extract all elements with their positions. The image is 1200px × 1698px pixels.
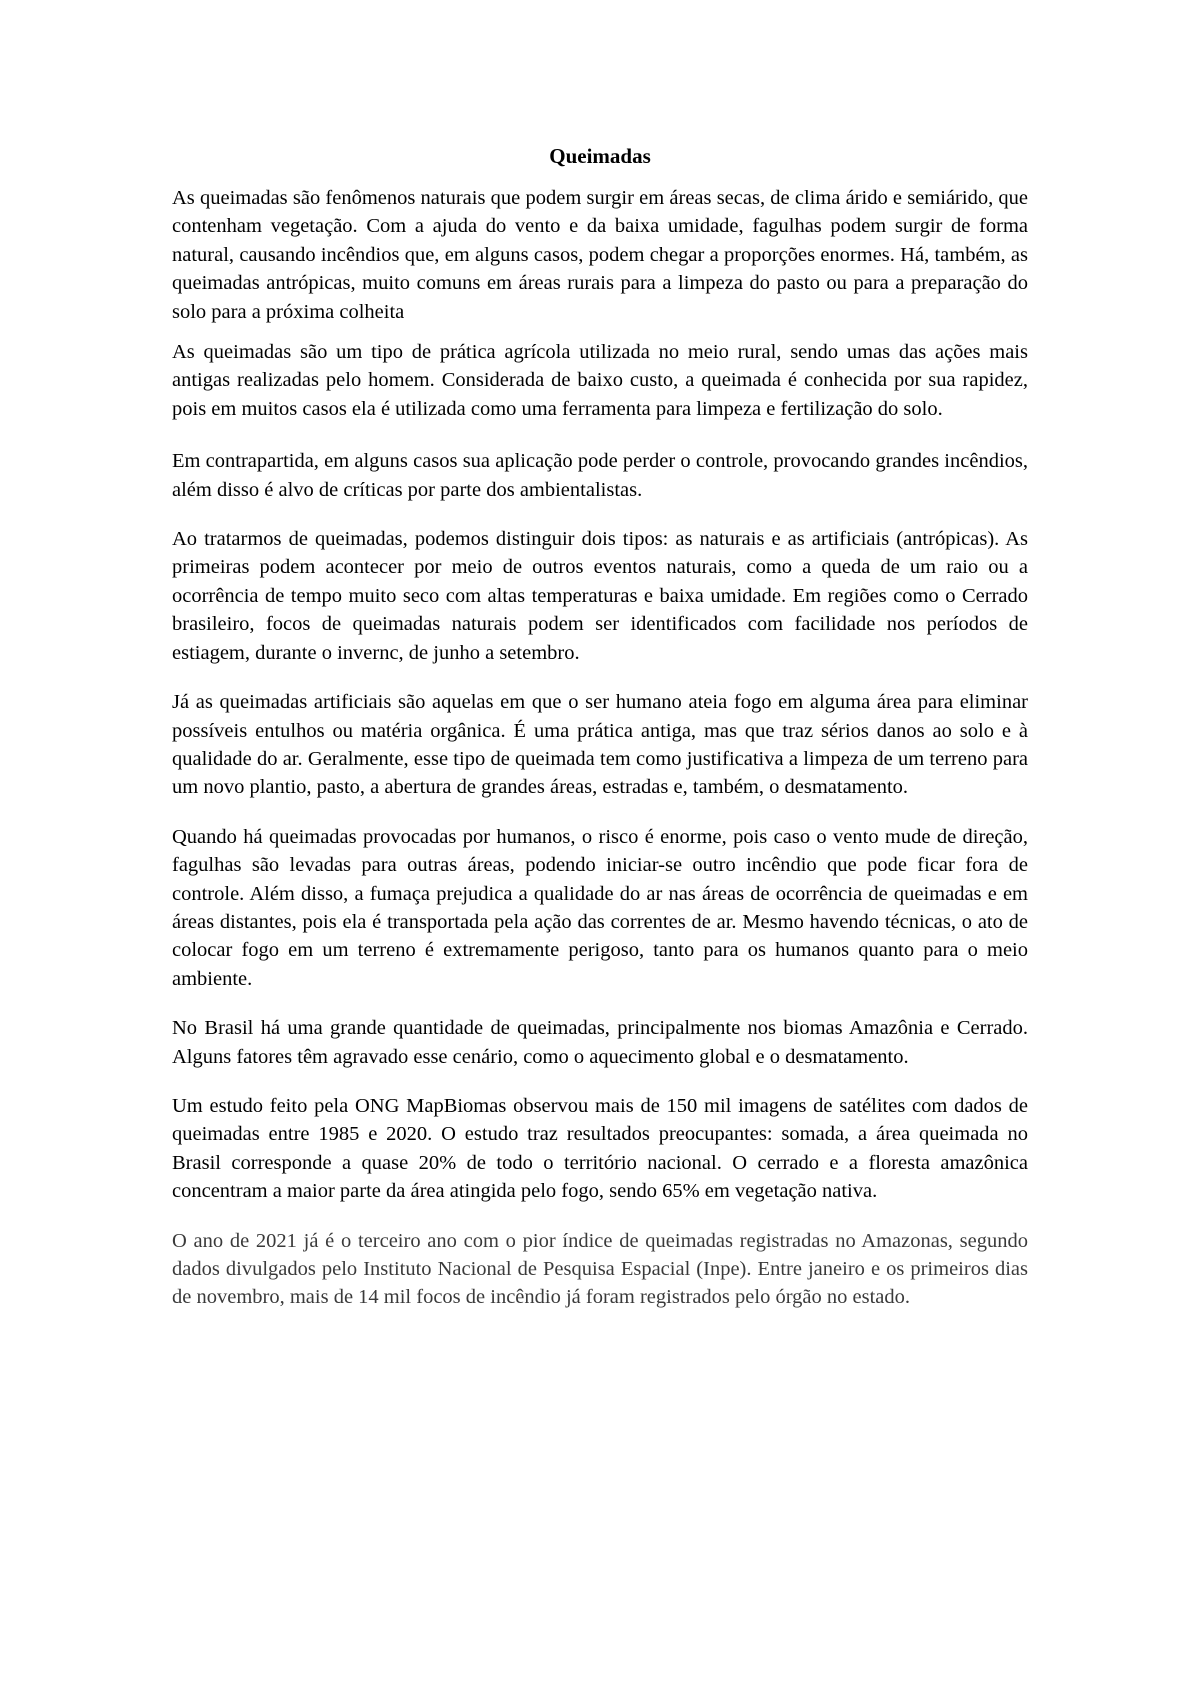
document-page [172,142,1028,1312]
paragraph-mapbiomas-study: Um estudo feito pela ONG MapBiomas observou mais de 150 mil imagens de satélites com dados de queimadas entre 1985 e 2020. O estudo traz resultados preocupantes: somada, a área queimada no Brasil corresponde a quase 20% de todo o território nacional. O cerrado e a floresta amazônica concentram a maior parte da área atingida pelo fogo, sendo 65% em vegetação nativa. [172,1094,1028,1203]
paragraph-types: Ao tratarmos de queimadas, podemos distinguir dois tipos: as naturais e as artificiais (antrópicas). As primeiras podem acontecer por meio de outros eventos naturais, como a queda de um raio ou a ocorrência de tempo muito seco com altas temperaturas e baixa umidade. Em regiões como o Cerrado brasileiro, focos de queimadas naturais podem ser identificados com facilidade nos períodos de estiagem, durante o invernc, de junho a setembro. [172,528,1028,664]
paragraph-agricultural-practice: As queimadas são um tipo de prática agrícola utilizada no meio rural, sendo umas das ações mais antigas realizadas pelo homem. Considerada de baixo custo, a queimada é conhecida por sua rapidez, pois em muitos casos ela é utilizada como uma ferramenta para limpeza e fertilização do solo. [172,341,1028,420]
paragraph-2021-amazonas: O ano de 2021 já é o terceiro ano com o pior índice de queimadas registradas no Amazonas, segundo dados divulgados pelo Instituto Nacional de Pesquisa Espacial (Inpe). Entre janeiro e os primeiros dias de novembro, mais de 14 mil focos de incêndio já foram registrados pelo órgão no estado. [172,1229,1028,1309]
paragraph-risks: Quando há queimadas provocadas por humanos, o risco é enorme, pois caso o vento mude de direção, fagulhas são levadas para outras áreas, podendo iniciar-se outro incêndio que pode ficar fora de controle. Além disso, a fumaça prejudica a qualidade do ar nas áreas de ocorrência de queimadas e em áreas distantes, pois ela é transportada pela ação das correntes de ar. Mesmo havendo técnicas, o ato de colocar fogo em um terreno é extremamente perigoso, tanto para os humanos quanto para o meio ambiente. [172,825,1028,990]
paragraph-intro: As queimadas são fenômenos naturais que podem surgir em áreas secas, de clima árido e semiárido, que contenham vegetação. Com a ajuda do vento e da baixa umidade, fagulhas podem surgir de forma natural, causando incêndios que, em alguns casos, podem chegar a proporções enormes. Há, também, as queimadas antrópicas, muito comuns em áreas rurais para a limpeza do pasto ou para a preparação do solo para a próxima colheita [172,187,1028,323]
document-title: Queimadas [549,144,651,168]
paragraph-criticism: Em contrapartida, em alguns casos sua aplicação pode perder o controle, provocando grandes incêndios, além disso é alvo de críticas por parte dos ambientalistas. [172,450,1028,501]
paragraph-brazil: No Brasil há uma grande quantidade de queimadas, principalmente nos biomas Amazônia e Cerrado. Alguns fatores têm agravado esse cenário, como o aquecimento global e o desmatamento. [172,1017,1028,1068]
paragraph-artificial-fires: Já as queimadas artificiais são aquelas em que o ser humano ateia fogo em alguma área para eliminar possíveis entulhos ou matéria orgânica. É uma prática antiga, mas que traz sérios danos ao solo e à qualidade do ar. Geralmente, esse tipo de queimada tem como justificativa a limpeza de um terreno para um novo plantio, pasto, a abertura de grandes áreas, estradas e, também, o desmatamento. [172,691,1028,799]
